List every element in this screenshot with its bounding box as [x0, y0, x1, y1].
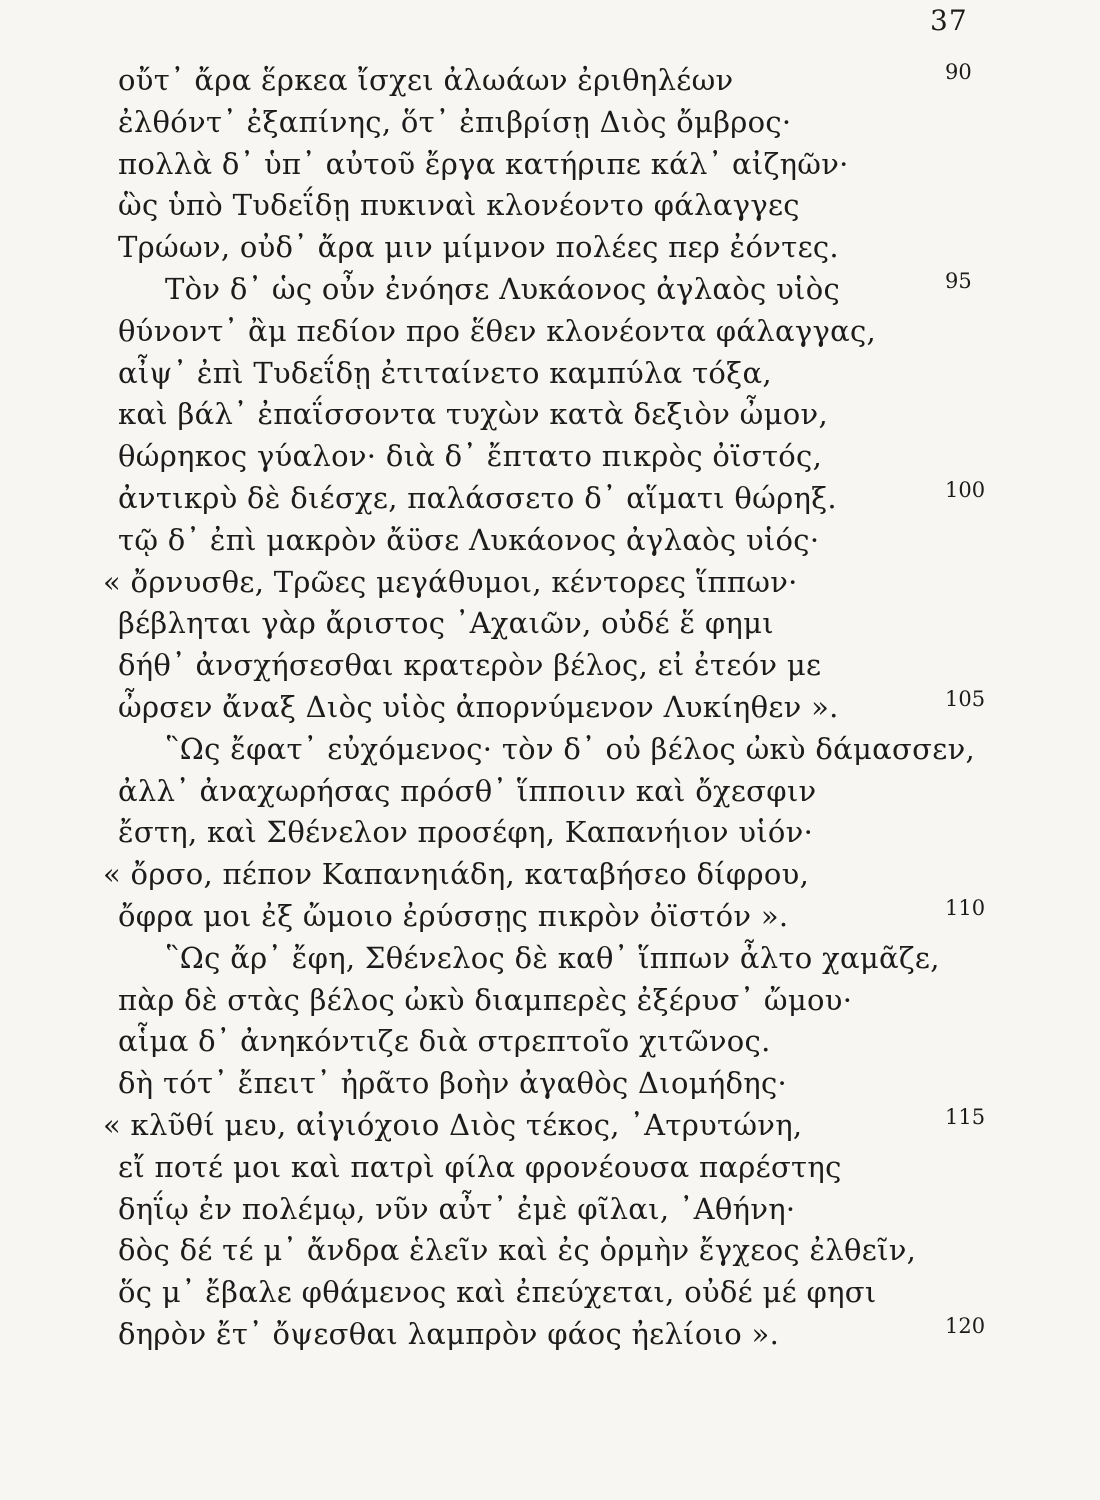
verse-line [0, 311, 1100, 353]
verse-block [0, 60, 1100, 1356]
verse-text: τῷ δ᾽ ἐπὶ μακρὸν ἄϋσε Λυκάονος ἀγλαὸς υἱός· [118, 522, 820, 557]
line-number: 105 [945, 686, 986, 711]
verse-line [0, 1272, 1100, 1314]
verse-text: ὄφρα μοι ἐξ ὤμοιο ἐρύσσῃς πικρὸν ὀϊστόν ». [118, 898, 789, 933]
verse-text: ἐλθόντ᾽ ἐξαπίνης, ὅτ᾽ ἐπιβρίσῃ Διὸς ὄμβρος· [118, 104, 792, 139]
verse-line [0, 185, 1100, 227]
verse-text: « ὄρνυσθε, Τρῶες μεγάθυμοι, κέντορες ἵππων· [103, 564, 798, 599]
verse-line [0, 812, 1100, 854]
verse-text: δὴ τότ᾽ ἔπειτ᾽ ἠρᾶτο βοὴν ἀγαθὸς Διομήδης· [118, 1066, 788, 1101]
verse-text: ἀντικρὺ δὲ διέσχε, παλάσσετο δ᾽ αἵματι θώρηξ. [118, 480, 837, 515]
verse-line [0, 1147, 1100, 1189]
verse-line [0, 1021, 1100, 1063]
verse-text: καὶ βάλ᾽ ἐπαΐσσοντα τυχὼν κατὰ δεξιὸν ὦμον, [118, 397, 828, 432]
verse-line [0, 144, 1100, 186]
verse-line [0, 980, 1100, 1022]
verse-line [0, 938, 1100, 980]
verse-text: ὣς ὑπὸ Τυδεΐδῃ πυκιναὶ κλονέοντο φάλαγγες [118, 188, 800, 223]
verse-text: πὰρ δὲ στὰς βέλος ὠκὺ διαμπερὲς ἐξέρυσ᾽ ὤμου· [118, 982, 853, 1017]
verse-line [0, 1105, 1100, 1147]
verse-text: Τρώων, οὐδ᾽ ἄρα μιν μίμνον πολέες περ ἐόντες. [118, 230, 839, 265]
verse-text: δηΐῳ ἐν πολέμῳ, νῦν αὖτ᾽ ἐμὲ φῖλαι, ᾽Αθήνη· [118, 1191, 796, 1226]
verse-line [0, 1063, 1100, 1105]
verse-text: βέβληται γὰρ ἄριστος ᾽Αχαιῶν, οὐδέ ἕ φημι [118, 606, 774, 641]
verse-line [0, 1230, 1100, 1272]
line-number: 100 [945, 477, 986, 502]
verse-line [0, 771, 1100, 813]
verse-line [0, 1189, 1100, 1231]
verse-line [0, 269, 1100, 311]
verse-line [0, 436, 1100, 478]
line-number: 120 [945, 1313, 986, 1338]
verse-text: Τὸν δ᾽ ὡς οὖν ἐνόησε Λυκάονος ἀγλαὸς υἱὸς [165, 271, 841, 306]
verse-line [0, 896, 1100, 938]
verse-text: ῝Ως ἄρ᾽ ἔφη, Σθένελος δὲ καθ᾽ ἵππων ἆλτο χαμᾶζε, [165, 940, 940, 975]
verse-text: οὔτ᾽ ἄρα ἕρκεα ἴσχει ἀλωάων ἐριθηλέων [118, 63, 734, 97]
verse-text: αἷμα δ᾽ ἀνηκόντιζε διὰ στρεπτοῖο χιτῶνος. [118, 1024, 771, 1059]
verse-line [0, 603, 1100, 645]
verse-line [0, 60, 1100, 102]
verse-text: « κλῦθί μευ, αἰγιόχοιο Διὸς τέκος, ᾽Ατρυτώνη, [103, 1107, 803, 1142]
line-number: 95 [945, 268, 972, 293]
verse-text: δηρὸν ἔτ᾽ ὄψεσθαι λαμπρὸν φάος ἠελίοιο ». [118, 1316, 780, 1351]
verse-line [0, 353, 1100, 395]
verse-text: πολλὰ δ᾽ ὑπ᾽ αὐτοῦ ἔργα κατήριπε κάλ᾽ αἰζηῶν· [118, 146, 849, 181]
verse-text: θύνοντ᾽ ἂμ πεδίον προ ἕθεν κλονέοντα φάλαγγας, [118, 313, 877, 348]
verse-text: θώρηκος γύαλον· διὰ δ᾽ ἔπτατο πικρὸς ὀϊστός, [118, 439, 823, 474]
verse-text: « ὄρσο, πέπον Καπανηιάδη, καταβήσεο δίφρου, [103, 857, 810, 892]
verse-line [0, 478, 1100, 520]
verse-text: αἶψ᾽ ἐπὶ Τυδεΐδῃ ἐτιταίνετο καμπύλα τόξα, [118, 355, 772, 390]
verse-text: εἴ ποτέ μοι καὶ πατρὶ φίλα φρονέουσα παρέστης [118, 1149, 842, 1184]
verse-text: ῝Ως ἔφατ᾽ εὐχόμενος· τὸν δ᾽ οὐ βέλος ὠκὺ δάμασσεν, [165, 731, 976, 766]
verse-line [0, 687, 1100, 729]
verse-text: δὸς δέ τέ μ᾽ ἄνδρα ἑλεῖν καὶ ἐς ὁρμὴν ἔγχεος ἐλθεῖν, [118, 1233, 917, 1268]
verse-text: ὅς μ᾽ ἔβαλε φθάμενος καὶ ἐπεύχεται, οὐδέ μέ φησι [118, 1275, 877, 1310]
verse-text: ἔστη, καὶ Σθένελον προσέφη, Καπανήιον υἱόν· [118, 815, 814, 850]
verse-text: ὦρσεν ἄναξ Διὸς υἱὸς ἀπορνύμενον Λυκίηθεν ». [118, 689, 839, 724]
verse-line [0, 562, 1100, 604]
verse-text: ἀλλ᾽ ἀναχωρήσας πρόσθ᾽ ἵπποιιν καὶ ὄχεσφιν [118, 773, 817, 808]
verse-text: δήθ᾽ ἀνσχήσεσθαι κρατερὸν βέλος, εἰ ἐτεόν με [118, 648, 822, 683]
verse-line [0, 854, 1100, 896]
verse-line [0, 645, 1100, 687]
verse-line [0, 227, 1100, 269]
verse-line [0, 102, 1100, 144]
verse-line [0, 520, 1100, 562]
line-number: 90 [945, 60, 972, 84]
verse-line [0, 1314, 1100, 1356]
page-number: 37 [930, 4, 968, 37]
line-number: 115 [945, 1104, 986, 1129]
verse-line [0, 394, 1100, 436]
line-number: 110 [945, 895, 986, 920]
verse-line [0, 729, 1100, 771]
